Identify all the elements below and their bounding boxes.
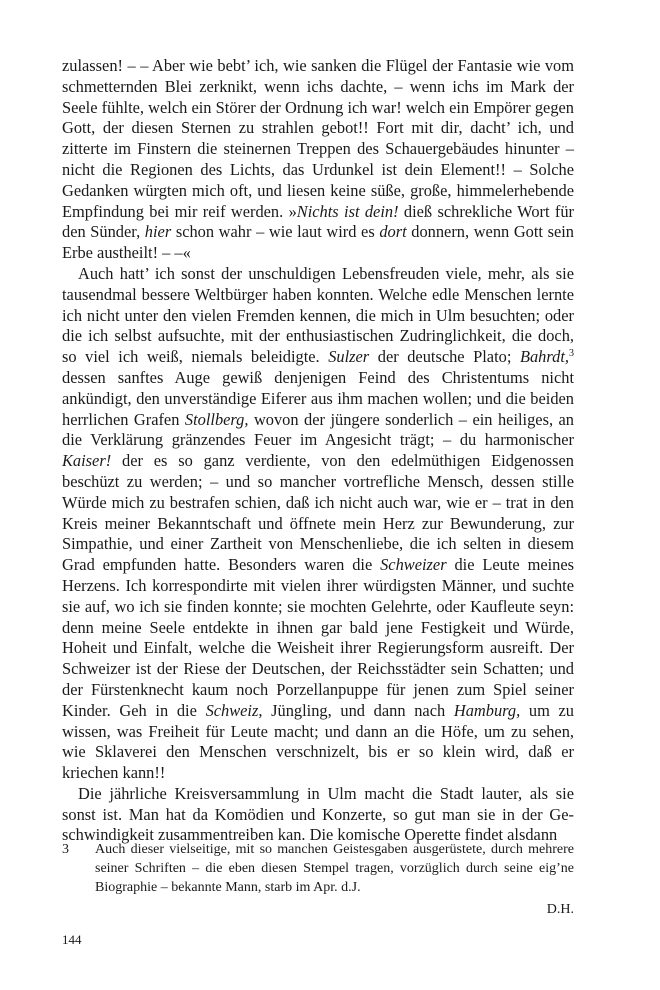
text-run: zulassen! – – Aber wie bebt’ ich, wie sanken die Flügel der Fantasie wie vom schmetternden Blei zerknikt, wenn ichs dachte, – wenn ichs im Mark der Seele fühlte, welch ein Störer der Ordnung ich war! welch ein Empörer gegen Gott, der diesen Sternen zu strahlen gebot!! Fort mit dir, dacht’ ich, und zitterte im Finstern die steinernen Treppen des Schauergebäudes hinunter – nicht die Regionen des Lichts, das Urdunkel ist dein Element!! – Solche Gedanken würgten mich oft, und liesen keine süße, große, himmelerhebende Empfindung bei mir reif werden. » (62, 56, 574, 221)
text-run: wovon der jüngere sonderlich – ein heiliges, an die Verklärung gränzendes Feuer im Angesicht trägt; – du harmonischer (62, 409, 574, 450)
text-run: schon wahr – wie laut wird es (171, 222, 380, 242)
footnote-reference: 3 (568, 348, 574, 360)
text-run: der es so ganz verdiente, von den edelmüthigen Eidgenossen beschüzt zu werden; – und so mancher vortrefliche Mensch, dessen stille Würde mich zu bestrafen schien, daß ich nicht auch war, wie er – trat in den Kreis meiner Bekanntschaft und öffnete mein Herz zur Bewunderung, zur Simpathie, und einer Zartheit von Menschenliebe, die ich selten in diesem Grad empfunden hatte. Besonders waren die (62, 451, 574, 575)
footnotes (62, 840, 574, 919)
paragraph (62, 56, 574, 264)
text-run: dessen sanftes Auge gewiß denjenigen Feind des Christentums nicht ankündigt, den unverständige Eiferer aus ihm machen wollen; und die beiden herrlichen Grafen (62, 367, 574, 429)
italic-text: Sulzer (328, 347, 370, 367)
body-text (62, 56, 574, 846)
text-run: dieß schrekliche Wort für den Sünder, (62, 201, 574, 242)
paragraph (62, 784, 574, 846)
text-run: die Leute meines Herzens. Ich korrespondirte mit vielen ihrer würdigsten Männer, und suchte sie auf, wo ich sie finden konnte; sie mochten Gelehrte, oder Kaufleute seyn: denn meine Seele entdekte in ihnen gar bald jene Festigkeit und Würde, Hoheit und Einfalt, welche die Weisheit ihrer Regierungsform ausreift. Der Schweizer ist der Riese der Deutschen, der Reichsstädter sein Schatten; und der Fürstenknecht kaum noch Porzellanpuppe für jenen zum Spiel seiner Kinder. Geh in die (62, 555, 574, 720)
page-body (62, 56, 574, 846)
italic-text: Schweizer (380, 555, 447, 575)
footnote (62, 840, 574, 897)
italic-text: dort (379, 222, 407, 242)
italic-text: hier (144, 222, 172, 242)
footnote-signature: D.H. (546, 902, 574, 917)
footnote-text: Auch dieser vielseitige, mit so manchen Geistesgaben ausgerüstete, durch mehrere seiner Schriften – die eben diesen Stempel tragen, vorzüglich durch seine eig’ne Biographie – bekannte Mann, starb im Apr. d.J. (95, 842, 574, 895)
page-number: 144 (62, 932, 82, 947)
paragraph (62, 264, 574, 784)
text-run: der deutsche Plato; (369, 347, 520, 367)
italic-text: Stollberg, (184, 409, 249, 429)
text-run: donnern, wenn Gott sein Erbe austheilt! – –« (62, 222, 574, 263)
text-run: Auch hatt’ ich sonst der unschuldigen Lebensfreuden viele, mehr, als sie tausendmal bessere Weltbürger haben konnten. Welche edle Menschen lernte ich nicht unter den vielen Fremden kennen, die mich in Ulm besuchten; oder die ich selbst aufsuchte, mit der enthusiastischen Zudringlichkeit, die doch, so viel ich weiß, niemals beleidigte. (62, 263, 574, 367)
italic-text: Nichts ist dein! (296, 201, 399, 221)
text-run: Die jährliche Kreisversammlung in Ulm macht die Stadt lauter, als sie sonst ist. Man hat da Komödien und Konzerte, so gut man sie in der Geschwindigkeit zusammentreiben kan. Die komische Operette findet alsdann (62, 783, 574, 845)
footnote-number: 3 (62, 842, 69, 857)
italic-text: Bahrdt, (519, 347, 569, 367)
italic-text: Hamburg, (453, 700, 521, 720)
text-run: um zu wissen, was Freiheit für Leute macht; und dann an die Höfe, um zu sehen, wie Sklaverei den Menschen verschnizelt, bis er so klein wird, daß er kriechen kann!! (62, 700, 574, 783)
text-run: Jüngling, und dann nach (262, 700, 454, 720)
italic-text: Schweiz, (205, 700, 263, 720)
italic-text: Kaiser! (62, 451, 112, 471)
